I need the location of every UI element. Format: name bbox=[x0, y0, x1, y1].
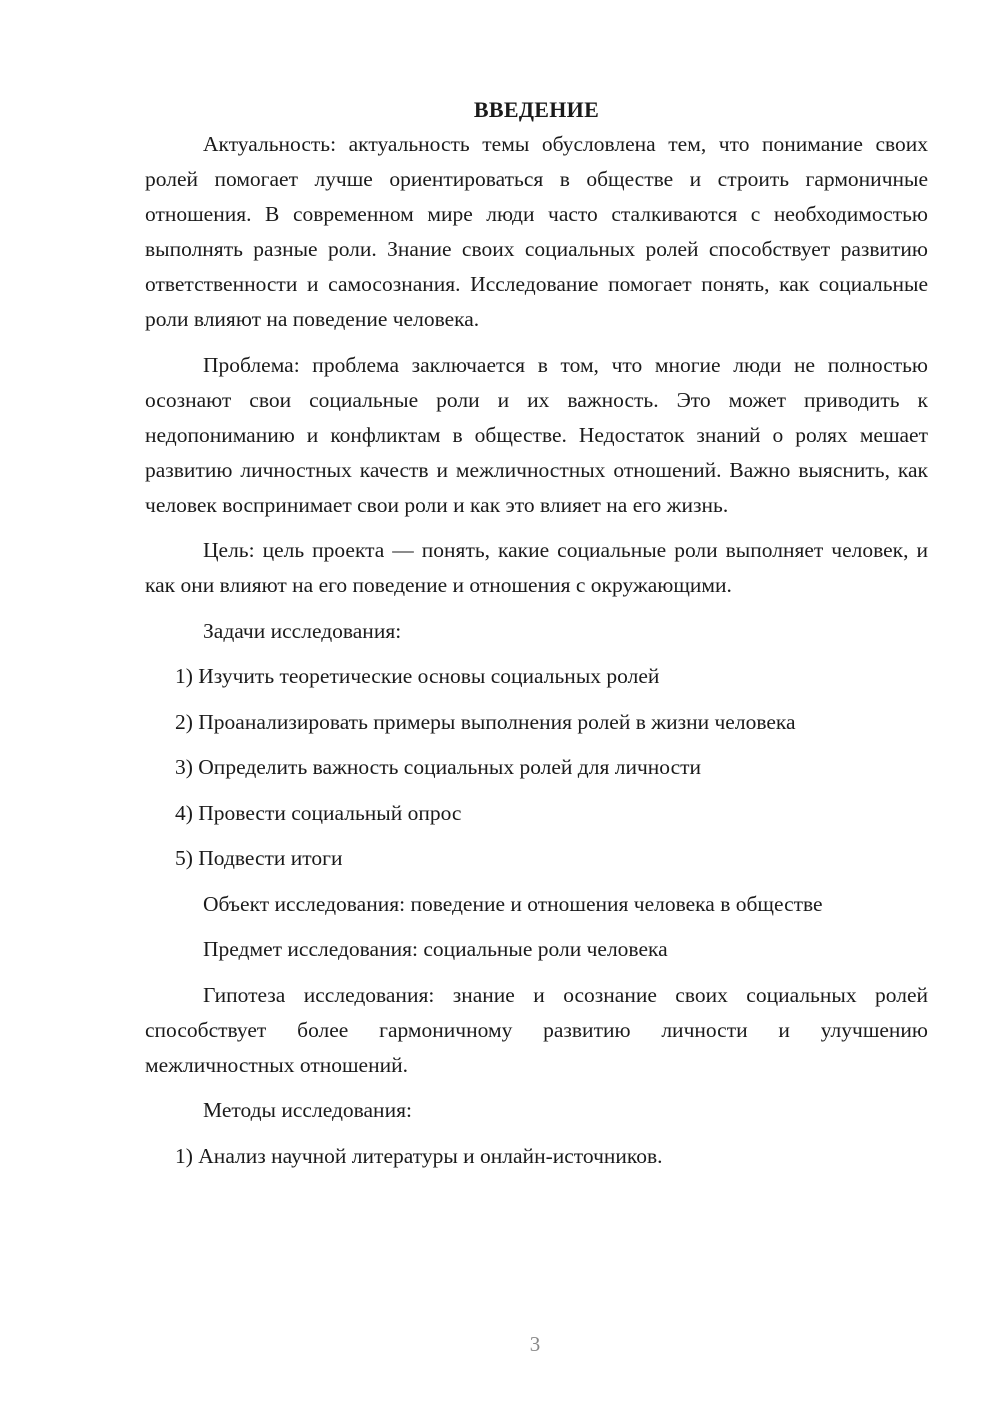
research-subject: Предмет исследования: социальные роли человека bbox=[203, 937, 668, 961]
relevance-paragraph: Актуальность: актуальность темы обусловлена тем, что понимание своих ролей помогает лучше ориентироваться в обществе и строить гармоничные отношения. В современном мире люди часто сталкиваются с необходимостью выполнять разные роли. Знание своих социальных ролей способствует развитию ответственности и самосознания. Исследование помогает понять, как социальные роли влияют на поведение человека. bbox=[145, 132, 928, 331]
hypothesis-paragraph: Гипотеза исследования: знание и осознание своих социальных ролей способствует более гармоничному развитию личности и улучшению межличностных отношений. bbox=[145, 982, 928, 1077]
methods-title: Методы исследования: bbox=[203, 1098, 412, 1122]
problem-paragraph: Проблема: проблема заключается в том, что многие люди не полностью осознают свои социальные роли и их важность. Это может приводить к недопониманию и конфликтам в обществе. Недостаток знаний о ролях мешает развитию личностных качеств и межличностных отношений. Важно выяснить, как человек воспринимает свои роли и как это влияет на его жизнь. bbox=[145, 352, 928, 517]
research-object: Объект исследования: поведение и отношения человека в обществе bbox=[203, 891, 823, 916]
task-item-2: 2) Проанализировать примеры выполнения ролей в жизни человека bbox=[175, 709, 796, 734]
page-number: 3 bbox=[529, 1332, 541, 1356]
task-item-3: 3) Определить важность социальных ролей для личности bbox=[175, 755, 702, 779]
tasks-title: Задачи исследования: bbox=[203, 618, 402, 643]
task-item-4: 4) Провести социальный опрос bbox=[175, 800, 462, 825]
method-item-1: 1) Анализ научной литературы и онлайн-источников. bbox=[175, 1143, 663, 1168]
task-item-1: 1) Изучить теоретические основы социальных ролей bbox=[175, 664, 660, 688]
page-title: ВВЕДЕНИЕ bbox=[473, 97, 600, 122]
goal-paragraph: Цель: цель проекта — понять, какие социальные роли выполняет человек, и как они влияют на его поведение и отношения с окружающими. bbox=[145, 538, 928, 597]
task-item-5: 5) Подвести итоги bbox=[175, 846, 343, 870]
document-page bbox=[145, 92, 928, 1184]
